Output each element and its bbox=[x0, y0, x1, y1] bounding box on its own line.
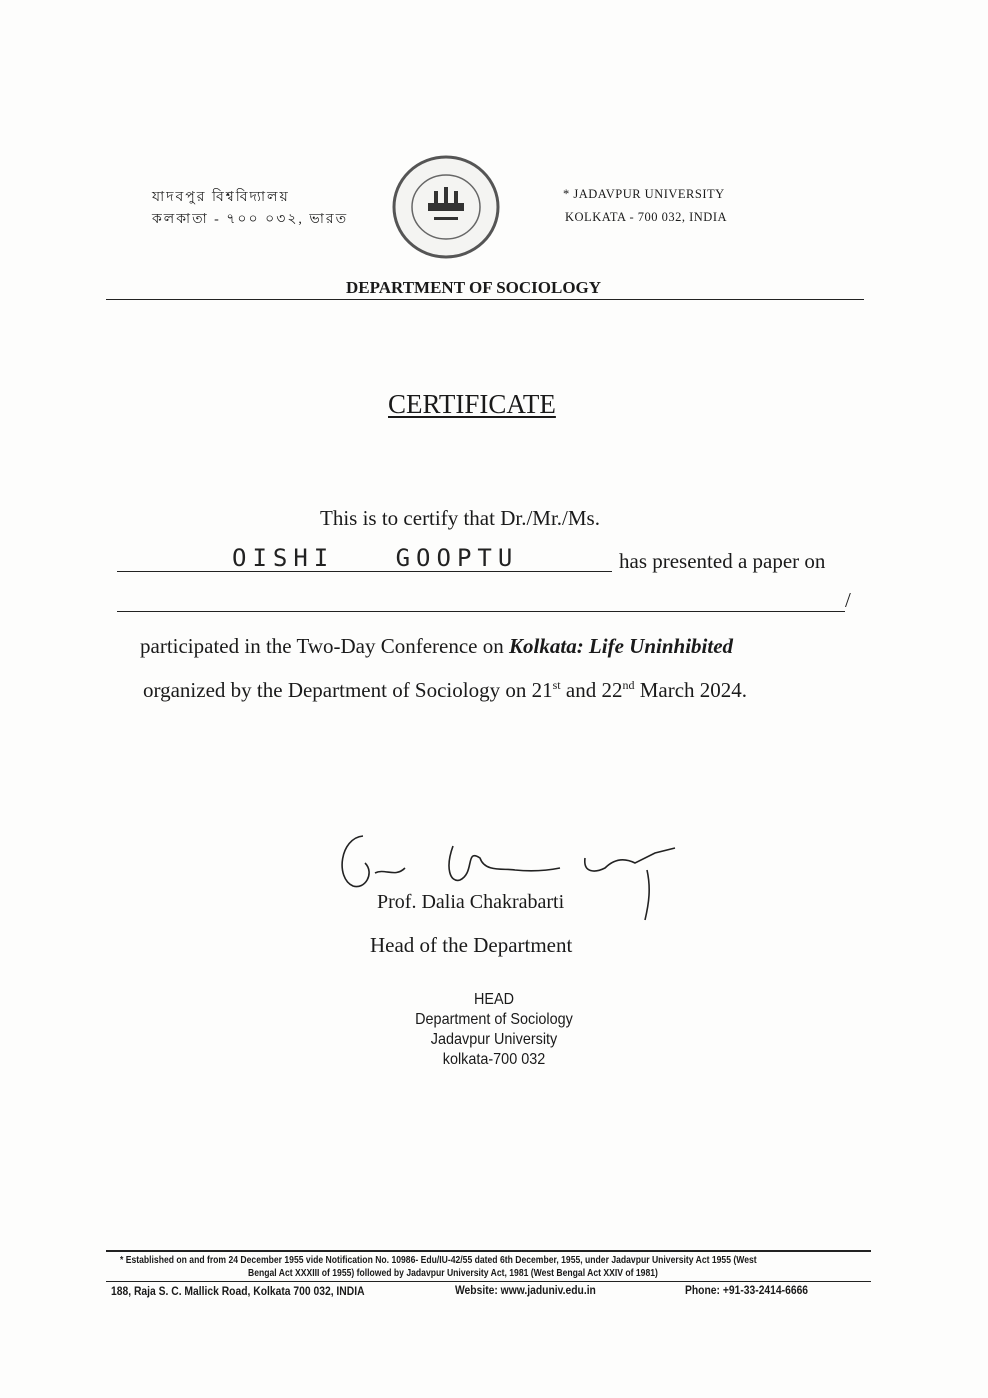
recipient-name: OISHI GOOPTU bbox=[232, 544, 519, 572]
signatory-name: Prof. Dalia Chakrabarti bbox=[377, 891, 565, 913]
stamp-line-4: kolkata-700 032 bbox=[442, 1051, 546, 1068]
stamp-line-2: Department of Sociology bbox=[415, 1011, 573, 1028]
header-divider bbox=[106, 299, 864, 300]
certify-line: This is to certify that Dr./Mr./Ms. bbox=[320, 506, 600, 530]
signatory-role: Head of the Department bbox=[370, 933, 573, 957]
footer-note-line-2: Bengal Act XXXIII of 1955) followed by Jadavpur University Act, 1981 (West Bengal Act XXIV of 1981) bbox=[248, 1268, 658, 1279]
footer-divider-bottom bbox=[106, 1281, 871, 1282]
bengali-address: কলকাতা - ৭০০ ০৩২, ভারত bbox=[152, 212, 349, 227]
conference-name: Kolkata: Life Uninhibited bbox=[509, 634, 734, 658]
ordinal-st: st bbox=[552, 678, 561, 692]
organized-text-2: and 22 bbox=[560, 678, 623, 702]
footer-website: Website: www.jaduniv.edu.in bbox=[455, 1283, 596, 1297]
stamp-line-3: Jadavpur University bbox=[430, 1031, 558, 1048]
ordinal-nd: nd bbox=[622, 678, 635, 692]
paper-title-line bbox=[117, 611, 845, 612]
footer-phone: Phone: +91-33-2414-6666 bbox=[685, 1283, 809, 1297]
name-underline bbox=[117, 571, 612, 572]
department-name: DEPARTMENT OF SOCIOLOGY bbox=[346, 278, 602, 297]
organized-line bbox=[143, 678, 747, 703]
footer-address: 188, Raja S. C. Mallick Road, Kolkata 700 032, INDIA bbox=[111, 1284, 365, 1298]
certificate-title: CERTIFICATE bbox=[388, 389, 556, 419]
slash-mark: / bbox=[845, 588, 851, 612]
footer-divider-top bbox=[106, 1250, 871, 1252]
stamp-line-1: HEAD bbox=[473, 991, 514, 1008]
bengali-university-name: যাদবপুর বিশ্ববিদ্যালয় bbox=[152, 190, 290, 205]
footer-note-line-1: * Established on and from 24 December 1955 vide Notification No. 10986- Edu/IU-42/55 dated 6th December, 1955, under Jadavpur University Act 1955 (West bbox=[120, 1255, 757, 1266]
organized-text: organized by the Department of Sociology on 21 bbox=[143, 678, 553, 702]
university-seal bbox=[390, 155, 502, 260]
participation-line bbox=[140, 634, 733, 659]
organized-text-3: March 2024. bbox=[634, 678, 748, 702]
presented-text: has presented a paper on bbox=[619, 549, 826, 573]
university-address: KOLKATA - 700 032, INDIA bbox=[565, 210, 728, 224]
department-stamp bbox=[391, 990, 596, 1070]
university-name: * JADAVPUR UNIVERSITY bbox=[563, 187, 725, 201]
participation-text: participated in the Two-Day Conference on bbox=[140, 634, 510, 658]
